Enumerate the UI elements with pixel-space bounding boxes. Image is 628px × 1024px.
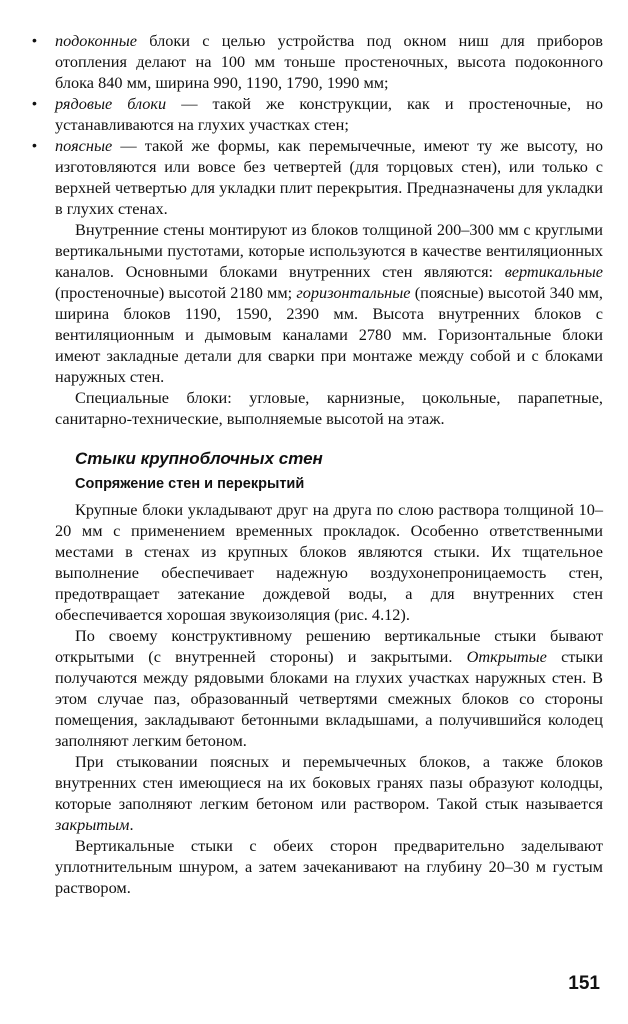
page-number: 151 — [568, 973, 600, 994]
term-open: Открытые — [466, 647, 547, 666]
term-belt: поясные — [55, 136, 113, 155]
paragraph-internal-walls: Внутренние стены монтируют из блоков толщиной 200–300 мм с круглыми вертикальными пустотами, которые используются в качестве вентиляционных каналов. Основными блоками внутренних стен являются: вертикальные (простеночные) высотой 2180 мм; горизонтальные (поясные) высотой 340 мм, ширина блоков 1190, 1590, 2390 мм. Высота внутренних блоков с вентиляционным и дымовым каналами 2780 мм. Горизонтальные блоки имеют закладные детали для сварки при монтаже между собой и с блоками наружных стен. — [55, 220, 603, 386]
list-item — [55, 93, 603, 135]
term-closed: закрытым — [55, 815, 130, 834]
term-sill: подоконные — [55, 31, 137, 50]
term-vertical: вертикальные — [504, 262, 603, 281]
block-types-list — [55, 30, 603, 219]
term-horizontal: горизонтальные — [296, 283, 411, 302]
paragraph-closed-joint: При стыковании поясных и перемычечных блоков, а также блоков внутренних стен имеющиеся на их боковых гранях пазы образуют колодцы, которые заполняют легким бетоном или раствором. Такой стык называется закрытым. — [55, 752, 603, 834]
section-title: Стыки крупноблочных стен — [75, 449, 323, 468]
page-body — [55, 30, 603, 898]
item-text: — такой же формы, как перемычечные, имеют ту же высоту, но изготовляются или вовсе без четвертей (для торцовых стен), или только с верхней четвертью для укладки плит перекрытия. Предназначены для укладки в глухих стенах. — [55, 136, 603, 218]
paragraph-vertical-joints: Вертикальные стыки с обеих сторон предварительно заделывают уплотнительным шнуром, а затем зачеканивают на глубину 20–30 м густым раствором. — [55, 836, 603, 897]
item-text: — такой же конструкции, как и простеночные, но устанавливаются на глухих участках стен; — [55, 94, 603, 134]
term-row: рядовые блоки — [55, 94, 167, 113]
paragraph-laying: Крупные блоки укладывают друг на друга по слою раствора толщиной 10–20 мм с применением временных прокладок. Особенно ответственными местами в стенах из крупных блоков являются стыки. Их тщательное выполнение обеспечивает надежную воздухонепроницаемость стен, предотвращает затекание дождевой воды, а для внутренних стен обеспечивается хорошая звукоизоляция (рис. 4.12). — [55, 500, 603, 624]
list-item — [55, 135, 603, 219]
paragraph-joints: По своему конструктивному решению вертикальные стыки бывают открытыми (с внутренней стороны) и закрытыми. Открытые стыки получаются между рядовыми блоками на глухих участках наружных стен. В этом случае паз, образованный четвертями смежных блоков со стороны помещения, закладывают бетонными вкладышами, а получившийся колодец заполняют легким бетоном. — [55, 626, 603, 750]
list-item — [55, 30, 603, 93]
paragraph-special-blocks: Специальные блоки: угловые, карнизные, цокольные, парапетные, санитарно-технические, выполняемые высотой на этаж. — [55, 388, 603, 428]
item-text: блоки с целью устройства под окном ниш для приборов отопления делают на 100 мм тоньше простеночных, высота подоконного блока 840 мм, ширина 990, 1190, 1790, 1990 мм; — [55, 31, 603, 92]
subsection-title: Сопряжение стен и перекрытий — [75, 476, 305, 492]
